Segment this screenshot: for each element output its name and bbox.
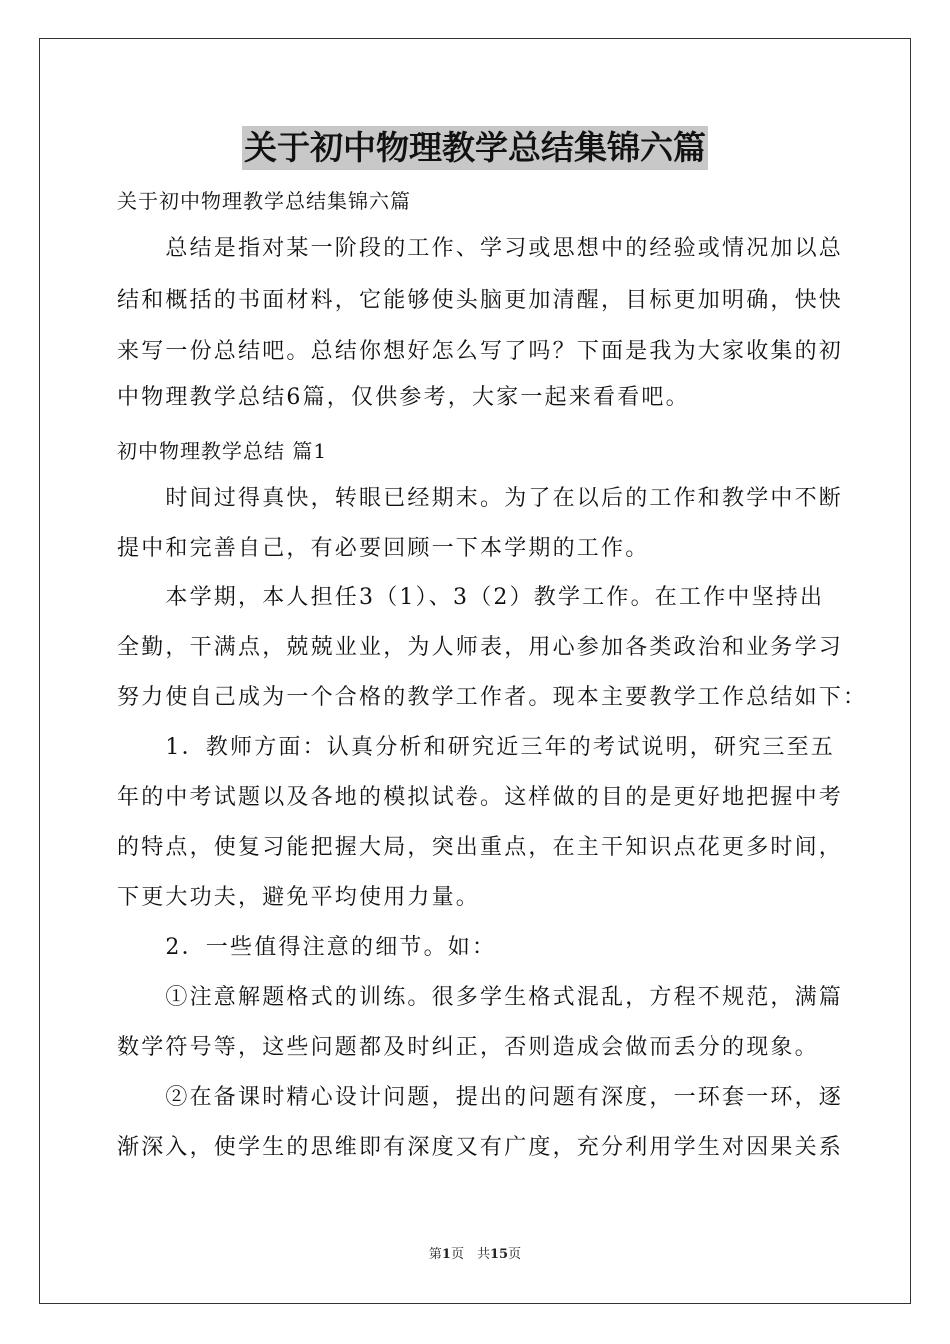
text-line: 提中和完善自己，有必要回顾一下本学期的工作。	[117, 536, 650, 561]
document-title: 关于初中物理教学总结集锦六篇	[242, 126, 708, 170]
text-line: 1．教师方面：认真分析和研究近三年的考试说明，研究三至五	[117, 735, 835, 760]
text-line: 全勤，干满点，兢兢业业，为人师表，用心参加各类政治和业务学习	[117, 635, 844, 660]
text-line: 渐深入，使学生的思维即有深度又有广度，充分利用学生对因果关系	[117, 1135, 844, 1160]
page-label-mid: 页 共	[450, 1247, 490, 1262]
section-heading: 初中物理教学总结 篇1	[117, 439, 328, 463]
current-page-number: 1	[441, 1247, 451, 1262]
text-line: ①注意解题格式的训练。很多学生格式混乱，方程不规范，满篇	[117, 985, 844, 1010]
text-line: 年的中考试题以及各地的模拟试卷。这样做的目的是更好地把握中考	[117, 785, 844, 810]
page-footer	[0, 1246, 950, 1264]
page-label-prefix: 第	[428, 1247, 442, 1262]
text-line: 中物理教学总结6篇，仅供参考，大家一起来看看吧。	[117, 385, 690, 410]
text-line: ②在备课时精心设计问题，提出的问题有深度，一环套一环，逐	[117, 1085, 844, 1110]
text-line: 时间过得真快，转眼已经期末。为了在以后的工作和教学中不断	[117, 486, 844, 511]
subtitle-line: 关于初中物理教学总结集锦六篇	[117, 189, 411, 213]
text-line: 下更大功夫，避免平均使用力量。	[117, 885, 481, 910]
text-line: 结和概括的书面材料，它能够使头脑更加清醒，目标更加明确，快快	[117, 288, 844, 313]
text-line: 的特点，使复习能把握大局，突出重点，在主干知识点花更多时间，	[117, 835, 844, 860]
text-line: 数学符号等，这些问题都及时纠正，否则造成会做而丢分的现象。	[117, 1035, 819, 1060]
text-line: 本学期，本人担任3（1）、3（2）教学工作。在工作中坚持出	[117, 585, 825, 610]
title-container	[0, 126, 950, 170]
text-line: 2．一些值得注意的细节。如：	[117, 935, 497, 960]
text-line: 努力使自己成为一个合格的教学工作者。现本主要教学工作总结如下：	[117, 685, 868, 710]
text-line: 总结是指对某一阶段的工作、学习或思想中的经验或情况加以总	[117, 236, 844, 261]
page-border	[39, 38, 911, 1304]
text-line: 来写一份总结吧。总结你想好怎么写了吗？下面是我为大家收集的初	[117, 339, 844, 364]
page-label-suffix: 页	[508, 1247, 522, 1262]
total-pages-number: 15	[489, 1247, 509, 1262]
